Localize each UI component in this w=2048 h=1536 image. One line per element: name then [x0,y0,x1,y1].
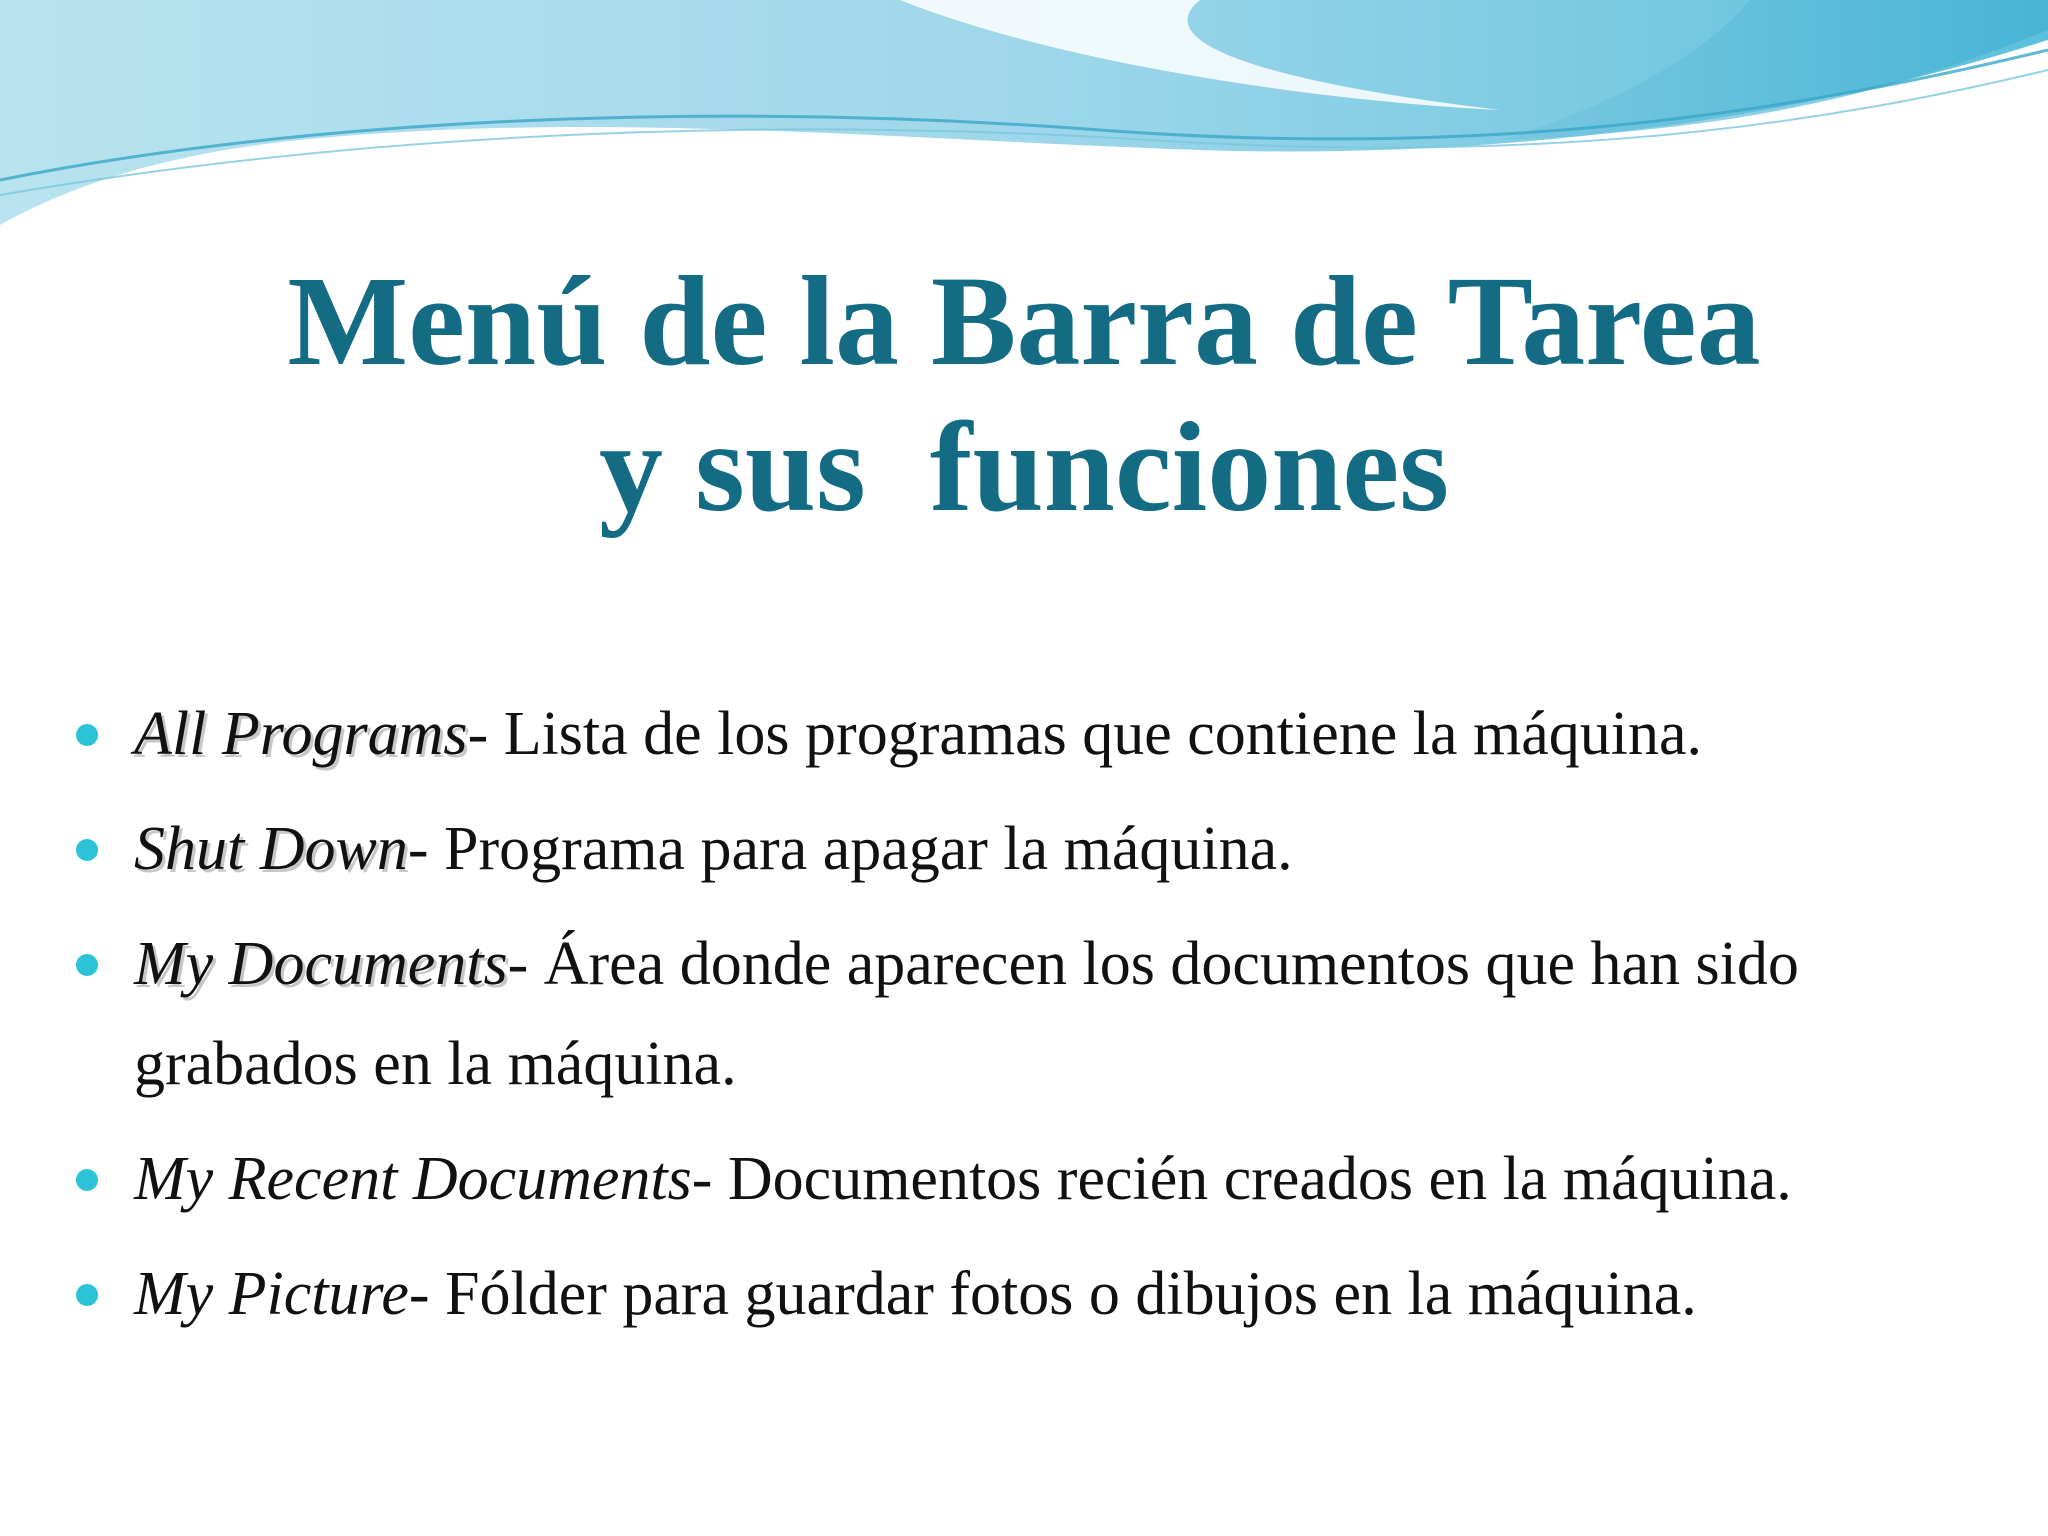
term-label: My Documents [134,930,508,998]
term-description: - Fólder para guardar fotos o dibujos en la máquina. [408,1260,1697,1328]
bullet-list [72,684,1972,1359]
bullet-icon [76,1169,98,1191]
term-description: - Área donde aparecen los documentos que han sido grabados en la máquina. [134,930,1799,1098]
bullet-icon [76,839,98,861]
term-description: - Lista de los programas que contiene la máquina. [467,700,1702,768]
list-item [72,1129,1972,1229]
term-label: Shut Down [134,815,408,883]
list-item [72,914,1972,1114]
list-item [72,684,1972,784]
term-label: All Programs [134,700,468,768]
header-wave-decoration [0,0,2048,240]
title-line-1: Menú de la Barra de Tarea [287,250,1761,392]
title-line-2: y sus funciones [599,396,1449,538]
list-item [72,799,1972,899]
bullet-icon [76,1284,98,1306]
term-label: My Recent Documents [134,1145,692,1213]
term-description: - Programa para apagar la máquina. [407,815,1293,883]
slide-title [0,248,2048,540]
term-description: - Documentos recién creados en la máquina. [691,1145,1792,1213]
term-label: My Picture [134,1260,409,1328]
bullet-icon [76,724,98,746]
list-item [72,1244,1972,1344]
bullet-icon [76,954,98,976]
